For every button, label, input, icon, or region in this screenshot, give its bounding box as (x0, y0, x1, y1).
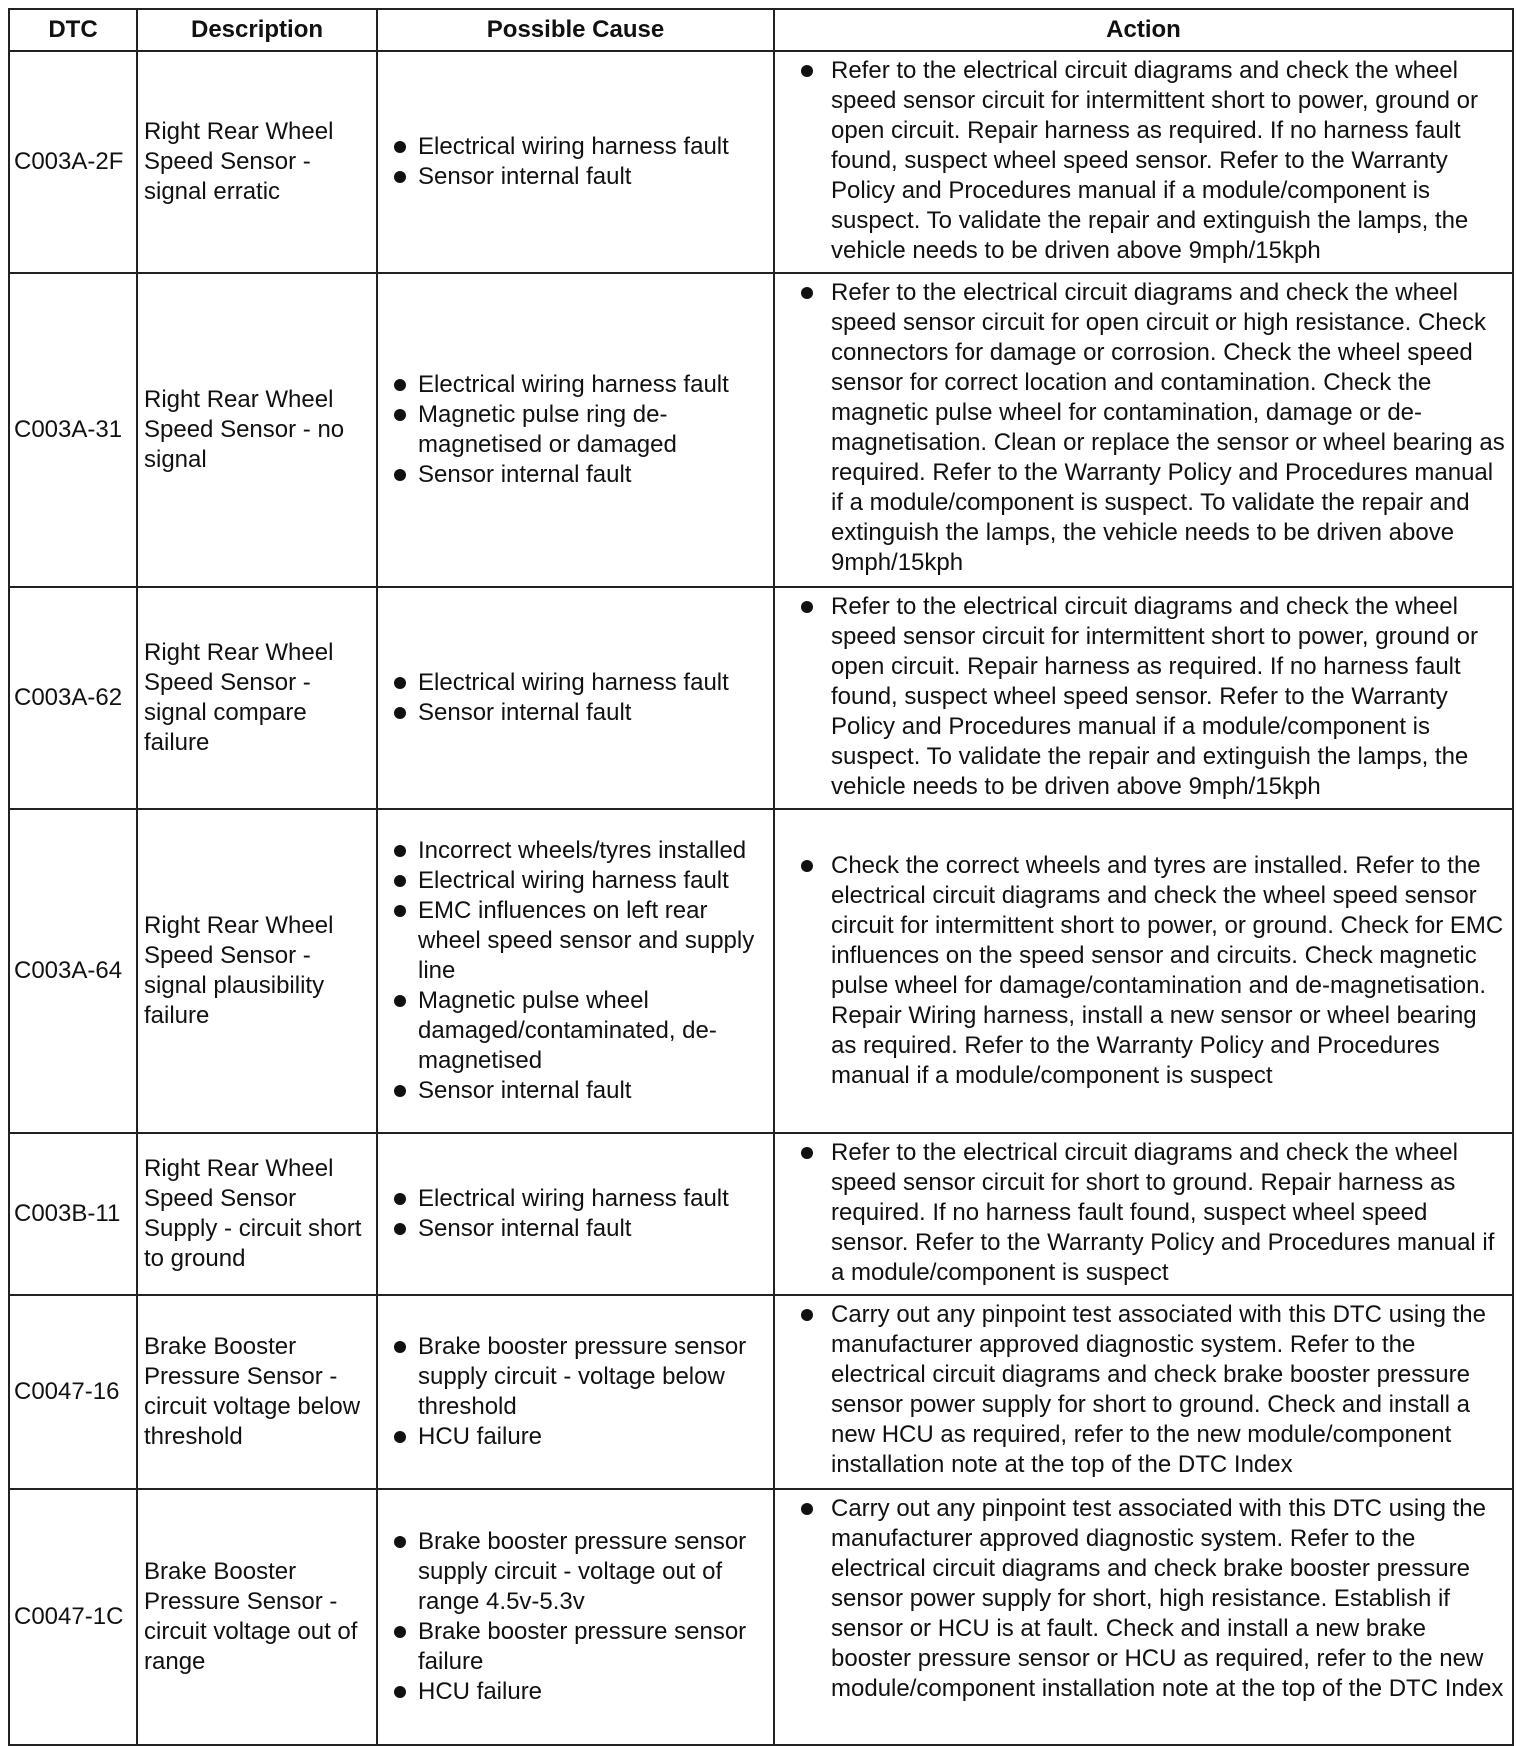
action-cell (774, 809, 1513, 1133)
possible-cause-cell (377, 1133, 774, 1295)
possible-cause-cell (377, 587, 774, 809)
cause-item: Incorrect wheels/tyres installed (384, 836, 765, 866)
action-list (781, 851, 1508, 1091)
dtc-code: C003A-64 (9, 809, 137, 1133)
cause-list (384, 836, 765, 1106)
dtc-description: Right Rear Wheel Speed Sensor - no signal (137, 273, 377, 587)
table-row (9, 1295, 1513, 1489)
possible-cause-cell (377, 1295, 774, 1489)
table-body (9, 51, 1513, 1745)
dtc-description: Brake Booster Pressure Sensor - circuit voltage below threshold (137, 1295, 377, 1489)
cause-item: Sensor internal fault (384, 460, 765, 490)
table-row (9, 809, 1513, 1133)
possible-cause-cell (377, 51, 774, 273)
cause-item: Brake booster pressure sensor supply circuit - voltage below threshold (384, 1332, 765, 1422)
cause-list (384, 1184, 765, 1244)
header-possible-cause: Possible Cause (377, 9, 774, 51)
action-list (781, 278, 1508, 578)
action-list (781, 1300, 1508, 1480)
action-item: Carry out any pinpoint test associated with this DTC using the manufacturer approved diagnostic system. Refer to the electrical circuit diagrams and check brake booster pressure sensor power supply for short, high resistance. Establish if sensor or HCU is at fault. Check and install a new brake booster pressure sensor or HCU as required, refer to the new module/component installation note at the top of the DTC Index (781, 1494, 1508, 1704)
dtc-code: C003B-11 (9, 1133, 137, 1295)
dtc-code: C0047-1C (9, 1489, 137, 1745)
table-row (9, 1133, 1513, 1295)
dtc-code: C003A-2F (9, 51, 137, 273)
dtc-description: Brake Booster Pressure Sensor - circuit voltage out of range (137, 1489, 377, 1745)
dtc-description: Right Rear Wheel Speed Sensor -signal erratic (137, 51, 377, 273)
table-row (9, 273, 1513, 587)
possible-cause-cell (377, 1489, 774, 1745)
cause-list (384, 1527, 765, 1707)
cause-item: Sensor internal fault (384, 1076, 765, 1106)
action-cell (774, 51, 1513, 273)
cause-list (384, 1332, 765, 1452)
cause-item: Magnetic pulse wheel damaged/contaminated, de-magnetised (384, 986, 765, 1076)
dtc-code: C0047-16 (9, 1295, 137, 1489)
action-cell (774, 587, 1513, 809)
header-description: Description (137, 9, 377, 51)
table-row (9, 1489, 1513, 1745)
cause-item: EMC influences on left rear wheel speed sensor and supply line (384, 896, 765, 986)
dtc-table (8, 8, 1514, 1746)
action-cell (774, 273, 1513, 587)
cause-list (384, 132, 765, 192)
cause-item: Electrical wiring harness fault (384, 668, 765, 698)
dtc-table-container (8, 8, 1514, 1746)
action-item: Refer to the electrical circuit diagrams and check the wheel speed sensor circuit for intermittent short to power, ground or open circuit. Repair harness as required. If no harness fault found, suspect wheel speed sensor. Refer to the Warranty Policy and Procedures manual if a module/component is suspect. To validate the repair and extinguish the lamps, the vehicle needs to be driven above 9mph/15kph (781, 592, 1508, 802)
dtc-description: Right Rear Wheel Speed Sensor Supply - circuit short to ground (137, 1133, 377, 1295)
cause-item: Sensor internal fault (384, 698, 765, 728)
action-item: Check the correct wheels and tyres are installed. Refer to the electrical circuit diagrams and check the wheel speed sensor circuit for intermittent short to power, or ground. Check for EMC influences on the speed sensor and circuits. Check magnetic pulse wheel for damage/contamination and de-magnetisation. Repair Wiring harness, install a new sensor or wheel bearing as required. Refer to the Warranty Policy and Procedures manual if a module/component is suspect (781, 851, 1508, 1091)
dtc-code: C003A-62 (9, 587, 137, 809)
cause-item: Sensor internal fault (384, 1214, 765, 1244)
cause-item: Electrical wiring harness fault (384, 866, 765, 896)
cause-item: Electrical wiring harness fault (384, 370, 765, 400)
header-dtc: DTC (9, 9, 137, 51)
action-item: Refer to the electrical circuit diagrams and check the wheel speed sensor circuit for intermittent short to power, ground or open circuit. Repair harness as required. If no harness fault found, suspect wheel speed sensor. Refer to the Warranty Policy and Procedures manual if a module/component is suspect. To validate the repair and extinguish the lamps, the vehicle needs to be driven above 9mph/15kph (781, 56, 1508, 266)
cause-item: Electrical wiring harness fault (384, 1184, 765, 1214)
dtc-code: C003A-31 (9, 273, 137, 587)
table-header (9, 9, 1513, 51)
action-cell (774, 1133, 1513, 1295)
cause-item: HCU failure (384, 1677, 765, 1707)
cause-list (384, 668, 765, 728)
action-list (781, 56, 1508, 266)
action-list (781, 1138, 1508, 1288)
action-list (781, 592, 1508, 802)
possible-cause-cell (377, 273, 774, 587)
header-action: Action (774, 9, 1513, 51)
cause-item: Brake booster pressure sensor supply circuit - voltage out of range 4.5v-5.3v (384, 1527, 765, 1617)
dtc-description: Right Rear Wheel Speed Sensor - signal compare failure (137, 587, 377, 809)
cause-item: Brake booster pressure sensor failure (384, 1617, 765, 1677)
possible-cause-cell (377, 809, 774, 1133)
action-cell (774, 1489, 1513, 1745)
action-item: Refer to the electrical circuit diagrams and check the wheel speed sensor circuit for short to ground. Repair harness as required. If no harness fault found, suspect wheel speed sensor. Refer to the Warranty Policy and Procedures manual if a module/component is suspect (781, 1138, 1508, 1288)
cause-list (384, 370, 765, 490)
table-row (9, 587, 1513, 809)
cause-item: Magnetic pulse ring de-magnetised or damaged (384, 400, 765, 460)
table-row (9, 51, 1513, 273)
action-cell (774, 1295, 1513, 1489)
cause-item: HCU failure (384, 1422, 765, 1452)
header-row (9, 9, 1513, 51)
dtc-description: Right Rear Wheel Speed Sensor - signal plausibility failure (137, 809, 377, 1133)
cause-item: Electrical wiring harness fault (384, 132, 765, 162)
action-item: Carry out any pinpoint test associated with this DTC using the manufacturer approved diagnostic system. Refer to the electrical circuit diagrams and check brake booster pressure sensor power supply for short to ground. Check and install a new HCU as required, refer to the new module/component installation note at the top of the DTC Index (781, 1300, 1508, 1480)
action-list (781, 1494, 1508, 1704)
action-item: Refer to the electrical circuit diagrams and check the wheel speed sensor circuit for open circuit or high resistance. Check connectors for damage or corrosion. Check the wheel speed sensor for correct location and contamination. Check the magnetic pulse wheel for contamination, damage or de-magnetisation. Clean or replace the sensor or wheel bearing as required. Refer to the Warranty Policy and Procedures manual if a module/component is suspect. To validate the repair and extinguish the lamps, the vehicle needs to be driven above 9mph/15kph (781, 278, 1508, 578)
cause-item: Sensor internal fault (384, 162, 765, 192)
